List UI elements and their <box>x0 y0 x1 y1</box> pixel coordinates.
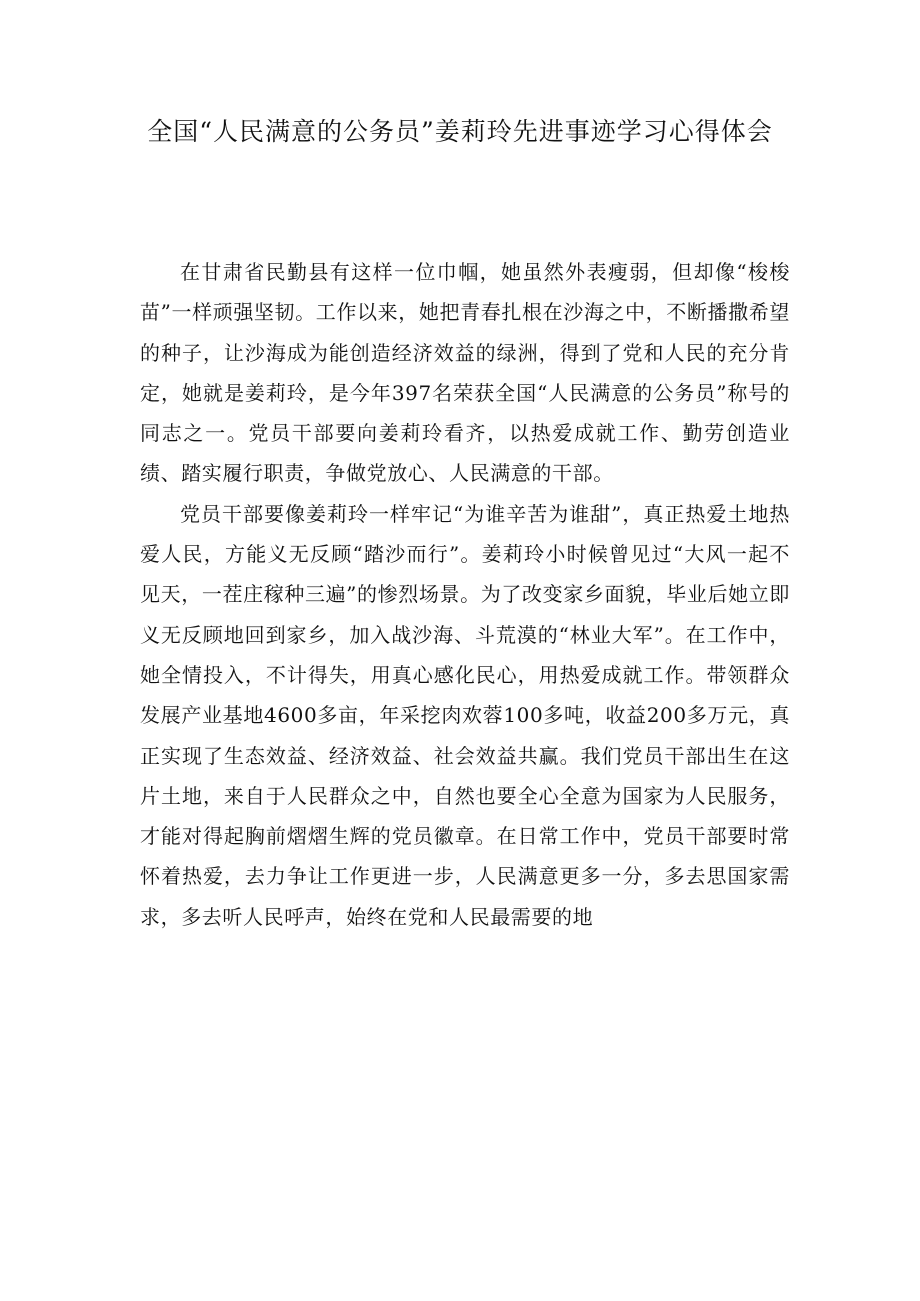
document-title: 全国“人民满意的公务员”姜莉玲先进事迹学习心得体会 <box>147 117 773 146</box>
document-body <box>140 252 790 937</box>
paragraph-1: 在甘肃省民勤县有这样一位巾帼，她虽然外表瘦弱，但却像“梭梭苗”一样顽强坚韧。工作以来，她把青春扎根在沙海之中，不断播撒希望的种子，让沙海成为能创造经济效益的绿洲，得到了党和人民的充分肯定，她就是姜莉玲，是今年397名荣获全国“人民满意的公务员”称号的同志之一。党员干部要向姜莉玲看齐，以热爱成就工作、勤劳创造业绩、踏实履行职责，争做党放心、人民满意的干部。 <box>140 260 790 486</box>
paragraph-2: 党员干部要像姜莉玲一样牢记“为谁辛苦为谁甜”，真正热爱土地热爱人民，方能义无反顾“踏沙而行”。姜莉玲小时候曾见过“大风一起不见天，一茬庄稼种三遍”的惨烈场景。为了改变家乡面貌，毕业后她立即义无反顾地回到家乡，加入战沙海、斗荒漠的“林业大军”。在工作中，她全情投入，不计得失，用真心感化民心，用热爱成就工作。带领群众发展产业基地4600多亩，年采挖肉欢蓉100多吨，收益200多万元，真正实现了生态效益、经济效益、社会效益共赢。我们党员干部出生在这片土地，来自于人民群众之中，自然也要全心全意为国家为人民服务，才能对得起胸前熠熠生辉的党员徽章。在日常工作中，党员干部要时常怀着热爱，去力争让工作更进一步，人民满意更多一分，多去思国家需求，多去听人民呼声，始终在党和人民最需要的地 <box>140 501 790 929</box>
